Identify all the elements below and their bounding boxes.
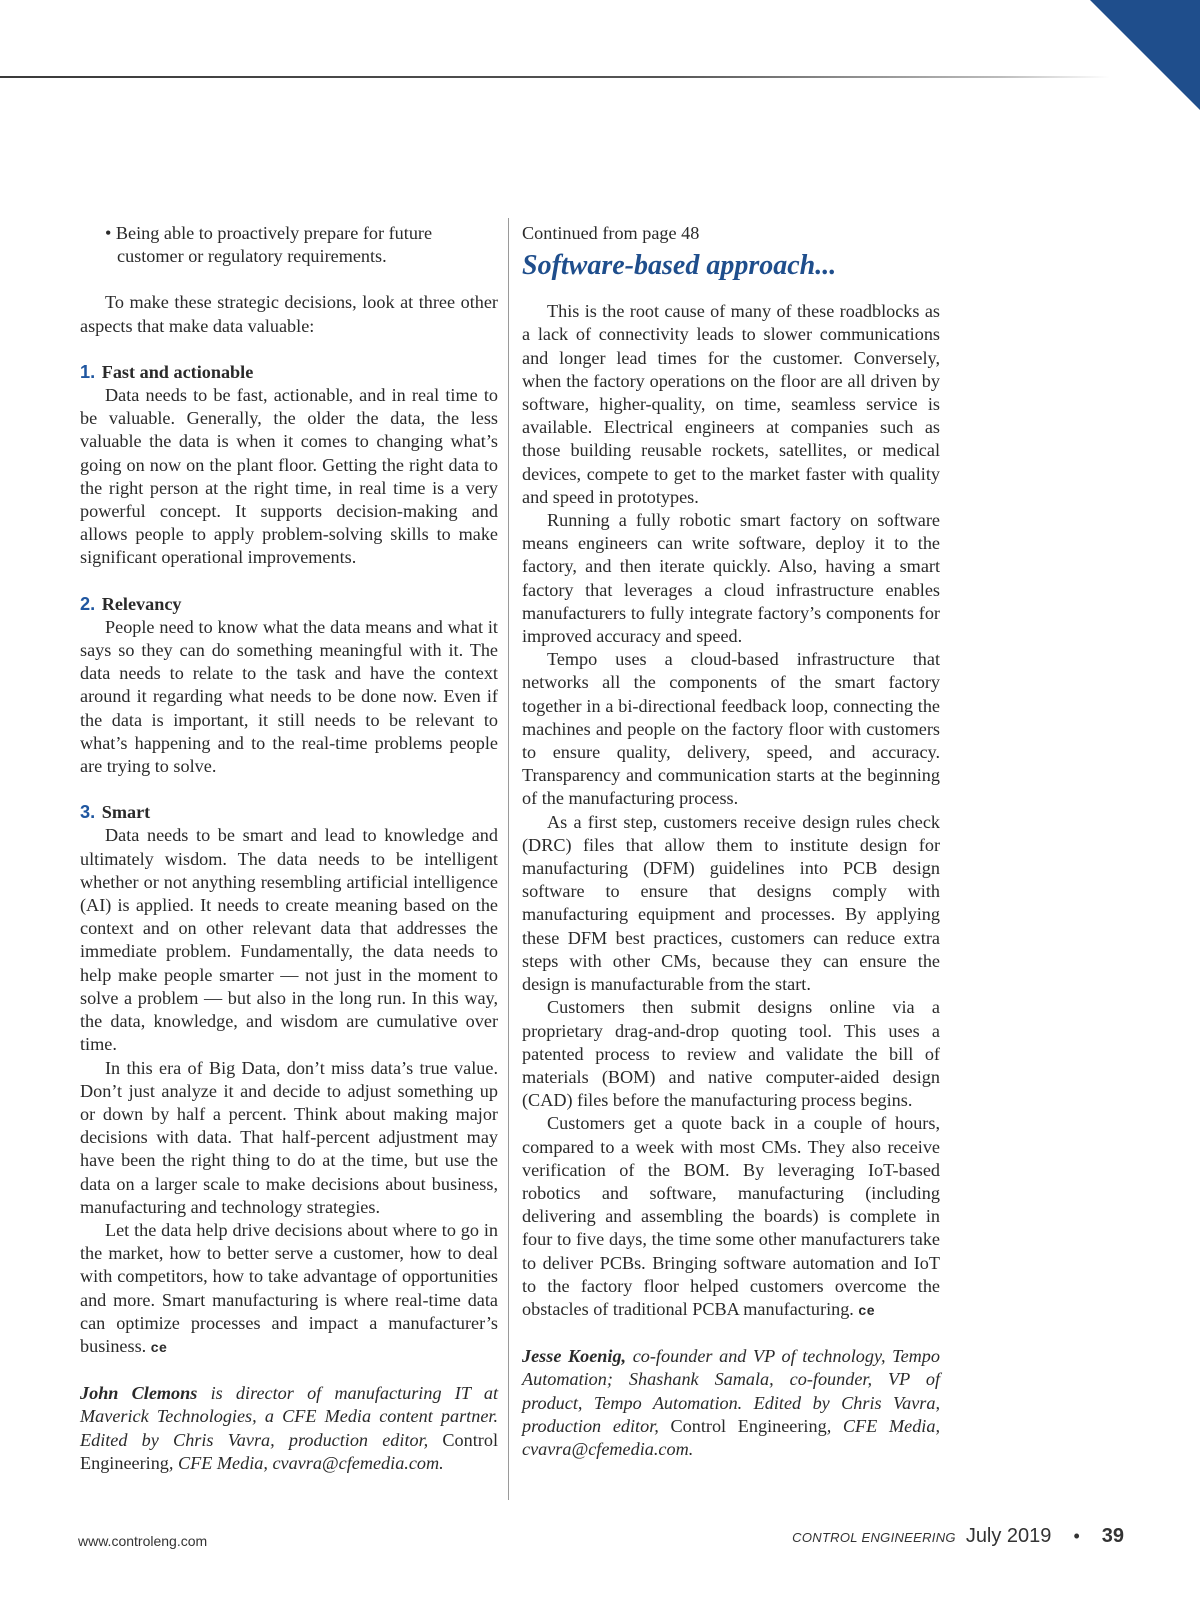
right-column [522,222,940,1461]
column-divider [508,218,509,1500]
bullet-separator: • [1073,1526,1080,1546]
folio [792,1525,1124,1548]
bio-text: is director of manufacturing IT at Maverick Technologies, a CFE Media content partner. Edited by Chris Vavra, production editor, [80,1383,498,1450]
section-number-2: 2. [80,593,96,614]
intro-paragraph: To make these strategic decisions, look at three other aspects that make data valuable: [80,292,498,336]
left-column [80,222,498,1475]
section-heading-3 [80,801,498,824]
end-mark: ce [150,1338,168,1355]
section-title-1: Fast and actionable [101,361,254,382]
section-3-paragraph-1: Data needs to be smart and lead to knowledge and ultimately wisdom. The data needs to be intelligent whether or not anything resembling artificial intelligence (AI) is applied. It needs to create meaning based on the context and on other relevant data that addresses the immediate problem. Fundamentally, the data needs to help make people smarter — not just in the moment to solve a problem — but also in the long run. In this way, the data, knowledge, and wisdom are cumulative over time. [80,825,498,1055]
section-heading-2 [80,593,498,616]
section-title-3: Smart [101,802,151,823]
section-title-2: Relevancy [101,593,182,614]
continued-note: Continued from page 48 [522,223,700,243]
issue-date: July 2019 [965,1525,1052,1547]
right-paragraph-5: Customers then submit designs online via a proprietary drag-and-drop quoting tool. This uses a patented process to review and validate the bill of materials (BOM) and native computer-aided design (CAD) files before the manufacturing process begins. [522,997,940,1111]
publication-name: Control Engineering [670,1415,827,1436]
author-name: Jesse Koenig, [522,1346,627,1367]
section-3-paragraph-2: In this era of Big Data, don’t miss data’s true value. Don’t just analyze it and decide to adjust something up or down by half a percent. Think about making major decisions with data. That half-percent adjustment may have been the right thing to do at the time, but use the data on a larger scale to make decisions about business, manufacturing and technology strategies. [80,1057,498,1217]
page-number: 39 [1101,1525,1124,1547]
bullet-item: • Being able to proactively prepare for future customer or regulatory requirements. [105,223,433,267]
paragraph-text: Let the data help drive decisions about where to go in the market, how to better serve a customer, how to deal with competitors, how to take advantage of opportunities and more. Smart manufacturing is where real-time data can optimize processes and impact a manufacturer’s business. [80,1219,498,1356]
section-number-1: 1. [80,361,96,382]
author-bio [80,1382,498,1475]
end-mark: ce [858,1301,875,1318]
right-paragraph-6 [522,1112,940,1322]
section-3-paragraph-3 [80,1219,498,1359]
section-1-paragraph: Data needs to be fast, actionable, and in real time to be valuable. Generally, the older the data, the less valuable the data is when it comes to changing what’s going on now on the plant floor. Getting the right data to the right person at the right time, in real time is a very powerful concept. It supports decision-making and allows people to apply problem-solving skills to make significant operational improvements. [80,385,498,568]
section-number-3: 3. [80,802,96,823]
right-paragraph-4: As a first step, customers receive design rules check (DRC) files that allow them to institute design for manufacturing (DFM) guidelines into PCB design software to ensure that designs comply with manufacturing equipment and processes. By applying these DFM best practices, customers can reduce extra steps with other CMs, because they can ensure the design is manufacturable from the start. [522,811,940,995]
bio-tail: , CFE Media, cvavra@cfemedia.com. [168,1452,444,1473]
right-paragraph-1: This is the root cause of many of these roadblocks as a lack of connectivity leads to slower communications and longer lead times for the customer. Conversely, when the factory operations on the floor are all driven by software, higher-quality, on time, seamless service is available. Electrical engineers at companies such as those building reusable rockets, satellites, or medical devices, compete to get to the market faster with quality and speed in prototypes. [522,301,940,507]
right-paragraph-2: Running a fully robotic smart factory on software means engineers can write software, deploy it to the factory, and then iterate quickly. Also, having a smart factory that leverages a cloud infrastructure enables manufacturers to fully integrate factory’s components for improved accuracy and speed. [522,510,940,647]
article-heading: Software-based approach... [522,250,837,282]
corner-tab-graphic [1090,0,1200,110]
publication-name: Control Engineering [80,1429,498,1473]
magazine-name: CONTROL ENGINEERING [792,1530,956,1545]
bio-tail: , CFE Media, cvavra@cfemedia.com. [522,1415,940,1459]
paragraph-text: Customers get a quote back in a couple of hours, compared to a week with most CMs. They also receive verification of the BOM. By leveraging IoT-based robotics and software, manufacturing (including delivering and assembling the boards) is complete in four to five days, the time some other manufacturers take to deliver PCBs. Bringing software automation and IoT to the factory floor helped customers overcome the obstacles of traditional PCBA manufacturing. [522,1113,940,1319]
header-rule [0,76,1110,78]
section-heading-1 [80,361,498,384]
section-2-paragraph: People need to know what the data means and what it says so they can do something meaningful with it. The data needs to relate to the task and have the context around it regarding what needs to be done now. Even if the data is important, it still needs to be relevant to what’s happening and to the real-time problems people are trying to solve. [80,616,498,777]
author-name: John Clemons [80,1383,198,1404]
author-bio [522,1345,940,1461]
footer-url[interactable]: www.controleng.com [78,1533,208,1549]
bio-text: co-founder and VP of technology, Tempo Automation; Shashank Samala, co-founder, VP of product, Tempo Automation. Edited by Chris Vavra, production editor, [522,1346,940,1436]
right-paragraph-3: Tempo uses a cloud-based infrastructure that networks all the components of the smart factory together in a bi-directional feedback loop, connecting the machines and people on the factory floor with customers to ensure quality, delivery, speed, and accuracy. Transparency and communication starts at the beginning of the manufacturing process. [522,649,940,809]
